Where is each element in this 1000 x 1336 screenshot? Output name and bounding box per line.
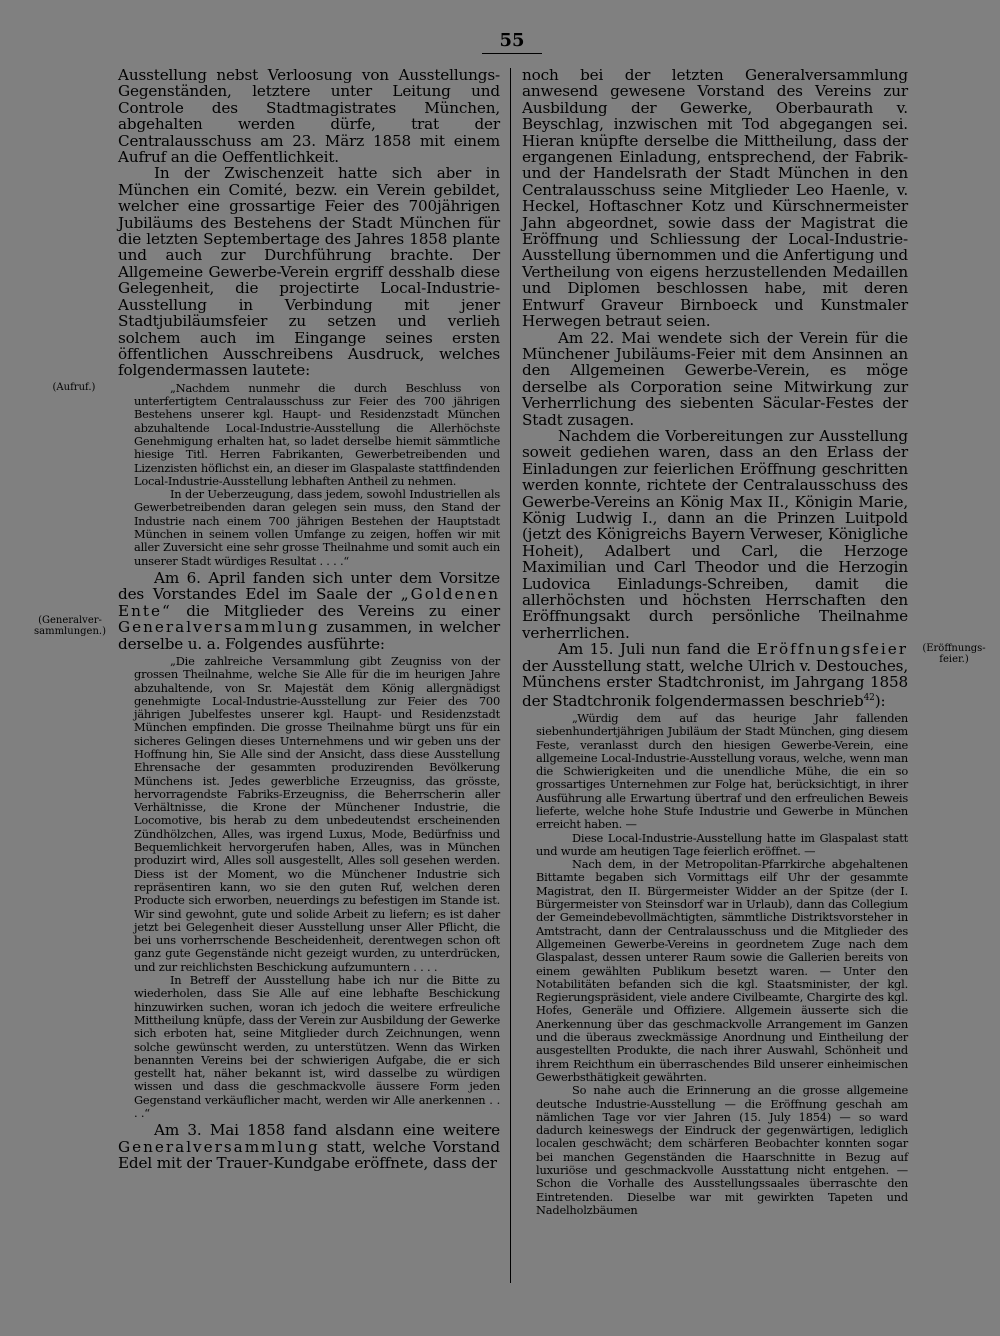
paragraph: Am 3. Mai 1858 fand alsdann eine weitere Generalversammlung statt, welche Vorstand Edel mit der Trauer-Kundgabe eröffnete, dass der: [118, 1121, 500, 1173]
quote-paragraph: So nahe auch die Erinnerung an die grosse allgemeine deutsche Industrie-Ausstellung — die Eröffnung geschah am nämlichen Tage vor vier Jahren (15. July 1854) — so ward dadurch keineswegs der Eindruck der gegenwärtigen, lediglich localen geschwächt; dem schärferen Beobachter konnten sogar bei manchen Gegenständen die Haarschnitte in Bezug auf luxuriöse und geschmackvolle Ausstattung nicht entgehen. — Schon die Vorhalle des Ausstellungssaales überraschte den Eintretenden. Dieselbe war mit gewirkten Tapeten und Nadelholzbäumen: [536, 1083, 908, 1217]
quote-paragraph: In Betreff der Ausstellung habe ich nur die Bitte zu wiederholen, dass Sie Alle auf eine lebhafte Beschickung hinzuwirken suchen, woran ich jedoch die weitere erfreuliche Mittheilung knüpfe, dass der Verein zur Ausbildung der Gewerke sich erboten hat, seine Mitglieder durch Zeichnungen, wenn solche gewünscht werden, zu unterstützen. Wenn das Wirken benannten Vereins bei der schwierigen Aufgabe, die er sich gestellt hat, näher bekannt ist, wird dasselbe zu würdigen wissen und dass die geschmackvolle äussere Form jeden Gegenstand verkäuflicher macht, werden wir Alle anerkennen . . . .“: [134, 973, 500, 1120]
page-number: 55: [482, 30, 542, 54]
quote-paragraph: „Nachdem nunmehr die durch Beschluss von unterfertigtem Centralausschuss zur Feier des 700 jährigen Bestehens unserer kgl. Haupt- und Residenzstadt München abzuhaltende Local-Industrie-Ausstellung die Allerhöchste Genehmigung erhalten hat, so ladet derselbe hiemit sämmtliche hiesige Titl. Herren Fabrikanten, Gewerbetreibenden und Lizenzisten höflichst ein, an dieser im Glaspalaste stattfindenden Local-Industrie-Ausstellung lebhaften Antheil zu nehmen.: [134, 380, 500, 488]
margin-note-generalversammlungen: (Generalver- sammlungen.): [34, 615, 106, 637]
quote-paragraph: „Die zahlreiche Versammlung gibt Zeugniss von der grossen Theilnahme, welche Sie Alle für die im heurigen Jahre abzuhaltende, von Sr. Majestät dem König allergnädigst genehmigte Local-Industrie-Ausstellung zur Feier des 700 jährigen Jubelfestes unserer kgl. Haupt- und Residenzstadt München empfinden. Die grosse Theilnahme bürgt uns für ein sicheres Gelingen dieses Unternehmens und wir geben uns der Hoffnung hin, Sie Alle sind der Ansicht, dass diese Ausstellung Ehrensache der gesammten produzirenden Bevölkerung Münchens ist. Jedes gewerbliche Erzeugniss, das grösste, hervorragendste Fabriks-Erzeugniss, die Beherrscherin aller Verhältnisse, die Krone der Münchener Industrie, die Locomotive, bis herab zu dem unbedeutendst erscheinenden Zündhölzchen, Alles, was irgend Luxus, Mode, Bedürfniss und Bequemlichkeit hervorgerufen haben, Alles, was in München produzirt wird, Alles soll ausgestellt, Alles soll gesehen werden. Diess ist der Moment, wo die Münchener Industrie sich repräsentiren kann, wo sie den guten Ruf, welchen deren Producte sich erworben, neuerdings zu befestigen im Stande ist. Wir sind gewohnt, gute und solide Arbeit zu liefern; es ist daher jetzt bei Gelegenheit dieser Ausstellung unser Aller Pflicht, die bei uns vorherrschende Bescheidenheit, derentwegen schon oft ganz gute Gegenstände nicht gezeigt wurden, zu unterdrücken, und zur reichlichsten Beschickung aufzumuntern . . . .: [134, 653, 500, 974]
quote-aufruf: [118, 382, 500, 568]
margin-note-aufruf: (Aufruf.): [52, 382, 96, 393]
paragraph: Am 6. April fanden sich unter dem Vorsitze des Vorstandes Edel im Saale der „Goldenen Ente“ die Mitglieder des Vereins zu einer Generalversammlung zusammen, in welcher derselbe u. a. Folgendes ausführte:: [118, 568, 500, 653]
quote-paragraph: Diese Local-Industrie-Ausstellung hatte im Glaspalast statt und wurde am heutigen Tage feierlich eröffnet. —: [536, 830, 908, 858]
emphasis: Eröffnungsfeier: [756, 640, 908, 659]
paragraph: Am 22. Mai wendete sich der Verein für die Münchener Jubiläums-Feier mit dem Ansinnen an den Allgemeinen Gewerbe-Verein, es möge derselbe als Corporation seine Mitwirkung zur Verherrlichung des siebenten Säcular-Festes der Stadt zusagen.: [522, 328, 908, 429]
paragraph: Ausstellung nebst Verloosung von Ausstellungs-Gegenständen, letztere unter Leitung und Controle des Stadtmagistrates München, abgehalten werden dürfe, trat der Centralausschuss am 23. März 1858 mit einem Aufruf an die Oeffentlichkeit.: [118, 66, 500, 167]
footnote-ref: 42: [863, 693, 875, 704]
paragraph: Nachdem die Vorbereitungen zur Ausstellung soweit gediehen waren, dass an den Erlass der Einladungen zur feierlichen Eröffnung geschritten werden konnte, richtete der Centralausschuss des Gewerbe-Vereins an König Max II., Königin Marie, König Ludwig I., dann an die Prinzen Luitpold (jetzt des Königreichs Bayern Verweser, Königliche Hoheit), Adalbert und Carl, die Herzoge Maximilian und Carl Theodor und die Herzogin Ludovica Einladungs-Schreiben, damit die allerhöchsten und höchsten Herrschaften den Eröffnungsakt durch persönliche Theilnahme verherrlichen.: [522, 426, 908, 642]
quote-paragraph: „Würdig dem auf das heurige Jahr fallenden siebenhundertjährigen Jubiläum der Stadt München, ging diesem Feste, veranlasst durch den hiesigen Gewerbe-Verein, eine allgemeine Local-Industrie-Ausstellung voraus, welche, wenn man die Schwierigkeiten und die unendliche Mühe, die ein so grossartiges Unternehmen zur Folge hat, berücksichtigt, in ihrer Ausführung alle Erwartung übertraf und den erfreulichen Beweis lieferte, welche hohe Stufe Industrie und Gewerbe in München erreicht haben. —: [536, 710, 908, 832]
quote-paragraph: Nach dem, in der Metropolitan-Pfarrkirche abgehaltenen Bittamte begaben sich Vormittags eilf Uhr der gesammte Magistrat, den II. Bürgermeister Widder an der Spitze (der I. Bürgermeister von Steinsdorf war in Urlaub), dann das Collegium der Gemeindebevollmächtigten, sämmtliche Distriktsvorsteher in Amtstracht, dann der Centralausschuss und die Mitglieder des Allgemeinen Gewerbe-Vereins in geordnetem Zuge nach dem Glaspalast, dessen unterer Raum sowie die Gallerien bereits von einem gewählten Publikum besetzt waren. — Unter den Notabilitäten befanden sich die kgl. Staatsminister, der kgl. Regierungspräsident, viele andere Civilbeamte, Chargirte des kgl. Hofes, Generäle und Offiziere. Allgemein äusserte sich die Anerkennung über das geschmackvolle Arrangement im Ganzen und die überaus zweckmässige Anordnung und Eintheilung der ausgestellten Produkte, die nach ihrer Auswahl, Schönheit und ihrem Reichthum ein überraschendes Bild unserer einheimischen Gewerbsthätigkeit gewährten.: [536, 857, 908, 1084]
quote-chronicle: [522, 712, 908, 1217]
paragraph: Am 15. Juli nun fand die Eröffnungsfeier der Ausstellung statt, welche Ulrich v. Destouches, Münchens erster Stadtchronist, im Jahrgang 1858 der Stadtchronik folgendermassen beschrieb$^{42}$):: [522, 640, 908, 711]
emphasis: Generalversammlung: [118, 618, 320, 637]
paragraph: noch bei der letzten Generalversammlung anwesend gewesene Vorstand des Vereins zur Ausbildung der Gewerke, Oberbaurath v. Beyschlag, inzwischen mit Tod abgegangen sei. Hieran knüpfte derselbe die Mittheilung, dass der ergangenen Einladung, entsprechend, der Fabrik- und der Handelsrath der Stadt München in den Centralausschuss seine Mitglieder Leo Haenle, v. Heckel, Hoftaschner Kotz und Kürschnermeister Jahn abgeordnet, sowie dass der Magistrat die Eröffnung und Schliessung der Local-Industrie-Ausstellung übernommen und die Anfertigung und Vertheilung von eigens herzustellenden Medaillen und Diplomen beschlossen habe, mit deren Entwurf Graveur Birnboeck und Kunstmaler Herwegen betraut seien.: [522, 66, 908, 331]
paragraph: In der Zwischenzeit hatte sich aber in München ein Comité, bezw. ein Verein gebildet, welcher eine grossartige Feier des 700jährigen Jubiläums des Bestehens der Stadt München für die letzten Septembertage des Jahres 1858 plante und auch zur Durchführung brachte. Der Allgemeine Gewerbe-Verein ergriff desshalb diese Gelegenheit, die projectirte Local-Industrie-Ausstellung in Verbindung mit jener Stadtjubiläumsfeier zu setzen und verlieh solchem auch im Eingange seines ersten öffentlichen Ausschreibens Ausdruck, welches folgendermassen lautete:: [118, 164, 500, 380]
margin-note-eroeffnungsfeier: (Eröffnungs- feier.): [922, 643, 986, 665]
right-column: [522, 67, 908, 1217]
quote-speech: [118, 655, 500, 1120]
emphasis: „Goldenen Ente“: [118, 585, 500, 620]
quote-paragraph: In der Ueberzeugung, dass jedem, sowohl Industriellen als Gewerbetreibenden daran gelegen sein muss, den Stand der Industrie nach einem 700 jährigen Bestehen der Hauptstadt München in seinem vollen Umfange zu zeigen, hoffen wir mit aller Zuversicht eine sehr grosse Theilnahme und somit auch ein unserer Stadt würdiges Resultat . . . .“: [134, 487, 500, 568]
column-divider: [510, 68, 511, 1283]
emphasis: Generalversammlung: [118, 1137, 320, 1156]
left-column: [118, 67, 500, 1172]
